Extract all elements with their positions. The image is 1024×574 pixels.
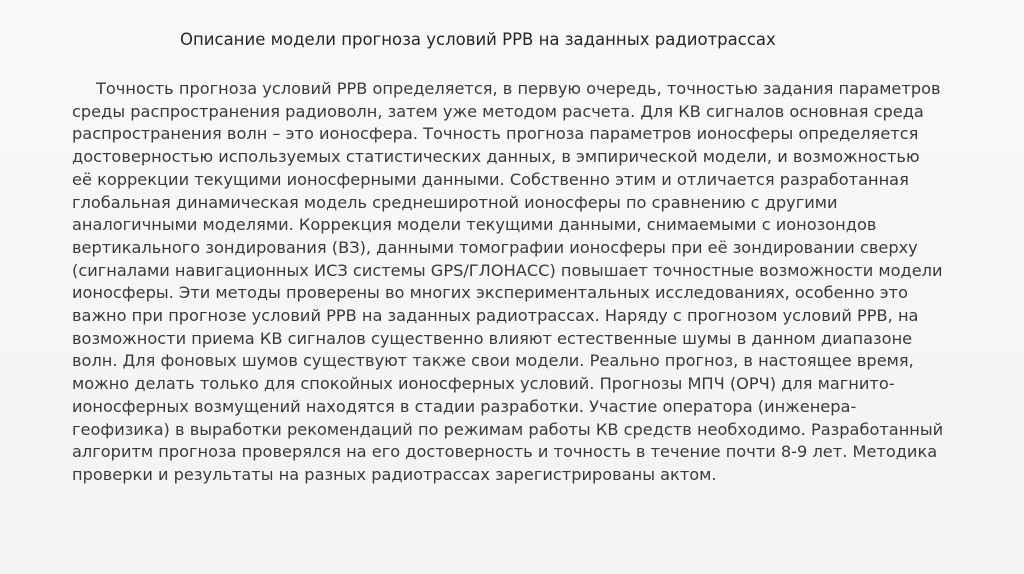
paragraph-line: распространения волн – это ионосфера. Точность прогноза параметров ионосферы определяется xyxy=(72,124,919,144)
paragraph-line: геофизика) в выработки рекомендаций по режимам работы КВ средств необходимо. Разработанный xyxy=(72,419,944,439)
paragraph-line: (сигналами навигационных ИСЗ системы GPS/ГЛОНАСС) повышает точностные возможности модели xyxy=(72,260,943,280)
paragraph-line: возможности приема КВ сигналов существенно влияют естественные шумы в данном диапазоне xyxy=(72,328,913,348)
paragraph-line: можно делать только для спокойных ионосферных условий. Прогнозы МПЧ (ОРЧ) для магнито- xyxy=(72,374,895,394)
paragraph-line: проверки и результаты на разных радиотрассах зарегистрированы актом. xyxy=(72,464,717,484)
slide-title: Описание модели прогноза условий РРВ на заданных радиотрассах xyxy=(180,30,776,49)
paragraph-line: аналогичными моделями. Коррекция модели текущими данными, снимаемыми с ионозондов xyxy=(72,215,877,235)
paragraph-line: ионосферы. Эти методы проверены во многих экспериментальных исследованиях, особенно это xyxy=(72,283,908,303)
paragraph-line: Точность прогноза условий РРВ определяется, в первую очередь, точностью задания параметров xyxy=(96,79,941,98)
body-paragraph xyxy=(72,78,1002,487)
paragraph-line: её коррекции текущими ионосферными данными. Собственно этим и отличается разработанная xyxy=(72,169,909,189)
paragraph-line: вертикального зондирования (ВЗ), данными томографии ионосферы при её зондировании сверху xyxy=(72,237,918,257)
paragraph-line: волн. Для фоновых шумов существуют также свои модели. Реально прогноз, в настоящее время, xyxy=(72,351,914,371)
paragraph-line: важно при прогнозе условий РРВ на заданных радиотрассах. Наряду с прогнозом условий РРВ, на xyxy=(72,306,919,326)
paragraph-line: среды распространения радиоволн, затем уже методом расчета. Для КВ сигналов основная среда xyxy=(72,101,924,121)
paragraph-line: алгоритм прогноза проверялся на его достоверность и точность в течение почти 8-9 лет. Методика xyxy=(72,442,938,462)
paragraph-line: глобальная динамическая модель среднеширотной ионосферы по сравнению с другими xyxy=(72,192,838,212)
paragraph-line: достоверностью используемых статистических данных, в эмпирической модели, и возможностью xyxy=(72,147,920,167)
paragraph-line: ионосферных возмущений находятся в стадии разработки. Участие оператора (инженера- xyxy=(72,396,857,416)
